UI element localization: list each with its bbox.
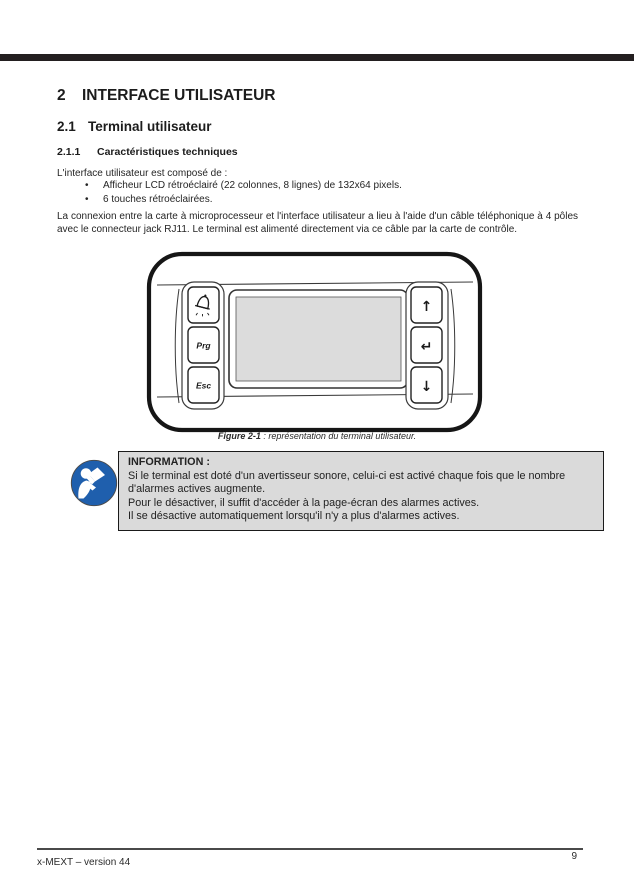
subsubsection-title: Caractéristiques techniques [97, 146, 238, 158]
down-arrow-icon: ↓ [420, 379, 433, 395]
read-manual-icon [70, 459, 118, 507]
connection-paragraph [57, 210, 578, 236]
information-line: Il se désactive automatiquement lorsqu'il n'y a plus d'alarmes actives. [128, 510, 460, 523]
footer-version-text: x-MEXT – version 44 [37, 857, 131, 868]
paragraph-line: avec le connecteur jack RJ11. Le terminal est alimenté directement via ce câble par la carte de contrôle. [57, 224, 518, 235]
prg-key-label: Prg [196, 340, 211, 351]
section-number: 2 [57, 87, 66, 104]
information-box [118, 451, 604, 531]
bullet-marker: • [85, 180, 89, 191]
paragraph-line: La connexion entre la carte à microprocesseur et l'interface utilisateur a lieu à l'aide d'un câble téléphonique à 4 pôles [57, 211, 578, 222]
information-line: Si le terminal est doté d'un avertisseur sonore, celui-ci est activé chaque fois que le nombre d'alarmes actives augmente. [128, 469, 566, 496]
footer-rule [37, 848, 583, 850]
lcd-screen [236, 297, 401, 381]
subsection-number: 2.1 [57, 119, 76, 134]
alarm-key [188, 287, 219, 323]
up-arrow-icon: ↑ [420, 299, 433, 315]
enter-arrow-icon: ↵ [420, 339, 433, 355]
subsubsection-number: 2.1.1 [57, 146, 81, 158]
esc-key-label: Esc [195, 380, 212, 391]
feature-list [85, 179, 402, 206]
figure-caption-text: : représentation du terminal utilisateur. [260, 431, 417, 441]
subsection-heading [57, 119, 212, 134]
list-item-text: 6 touches rétroéclairées. [103, 193, 213, 205]
list-item [85, 179, 402, 193]
section-title: INTERFACE UTILISATEUR [82, 87, 276, 104]
subsection-title: Terminal utilisateur [88, 119, 212, 134]
bullet-marker: • [85, 193, 89, 205]
figure-caption [0, 431, 634, 441]
header-rule [0, 54, 634, 61]
section-heading [57, 87, 275, 105]
information-line: Pour le désactiver, il suffit d'accéder à la page-écran des alarmes actives. [128, 496, 480, 509]
figure-caption-label: Figure 2-1 [217, 431, 261, 441]
list-item [85, 193, 402, 207]
list-item-text: Afficheur LCD rétroéclairé (22 colonnes, 8 lignes) de 132x64 pixels. [103, 180, 402, 191]
page-number: 9 [571, 851, 577, 862]
terminal-illustration [145, 251, 485, 433]
subsubsection-heading [57, 146, 238, 158]
intro-line: L'interface utilisateur est composé de : [57, 168, 228, 179]
information-title: INFORMATION : [128, 456, 210, 468]
